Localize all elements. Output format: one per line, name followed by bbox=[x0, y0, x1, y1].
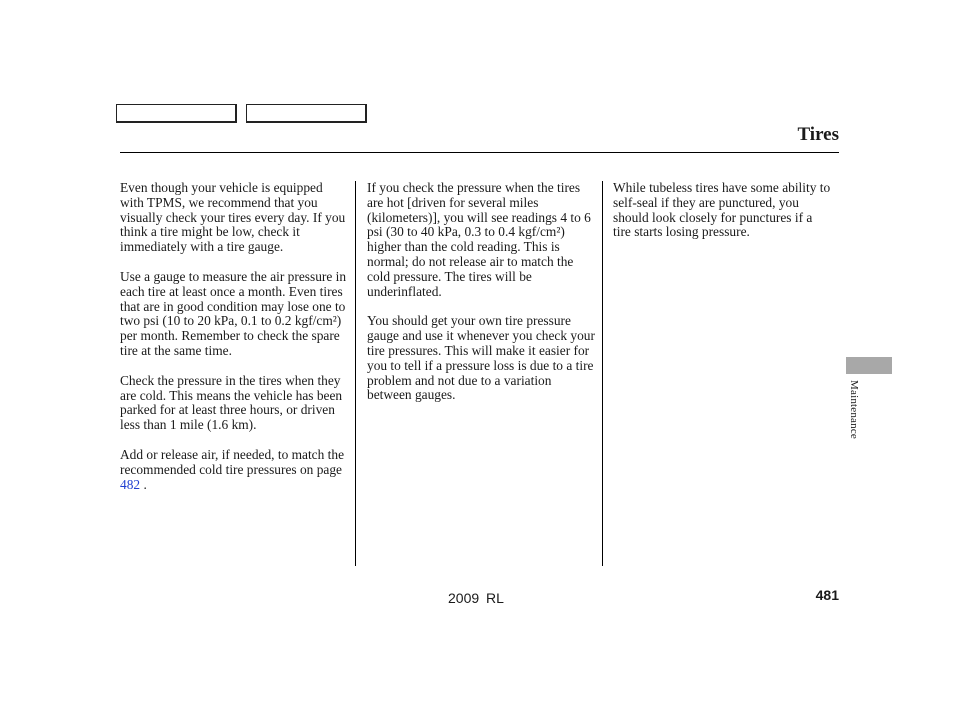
paragraph: While tubeless tires have some ability to self-seal if they are punctured, you should look closely for punctures if a tire starts losing pressure. bbox=[613, 180, 831, 240]
model-label: 2009 RL bbox=[448, 590, 504, 606]
section-label: Maintenance bbox=[848, 380, 860, 440]
paragraph: If you check the pressure when the tires are hot [driven for several miles (kilometers)], you will see readings 4 to 6 psi (30 to 40 kPa, 0.3 to 0.4 kgf/cm²) higher than the cold reading. This is normal; do not release air to match the cold pressure. The tires will be underinflated. bbox=[367, 180, 591, 299]
paragraph bbox=[120, 448, 348, 492]
page-number: 481 bbox=[815, 587, 839, 603]
paragraph: Even though your vehicle is equipped with TPMS, we recommend that you visually check your tires every day. If you think a tire might be low, check it immediately with a tire gauge. bbox=[120, 180, 346, 255]
paragraph-text: Add or release air, if needed, to match the recommended cold tire pressures on page bbox=[120, 446, 345, 477]
nav-next-button[interactable] bbox=[246, 104, 367, 123]
paragraph: Use a gauge to measure the air pressure in each tire at least once a month. Even tires that are in good condition may lose one to two psi (10 to 20 kPa, 0.1 to 0.2 kgf/cm²) per month. Remember to check the spare tire at the same time. bbox=[120, 268, 347, 358]
paragraph-end: . bbox=[143, 476, 147, 492]
paragraph: You should get your own tire pressure gauge and use it whenever you check your tire pressures. This will make it easier for you to tell if a pressure loss is due to a tire problem and not due to a variation between gauges. bbox=[367, 313, 595, 403]
header-rule bbox=[120, 152, 839, 153]
nav-previous-button[interactable] bbox=[116, 104, 237, 123]
column-divider bbox=[602, 181, 603, 566]
page-reference-link[interactable]: 482 bbox=[120, 476, 141, 492]
page-title: Tires bbox=[797, 124, 839, 145]
paragraph: Check the pressure in the tires when they are cold. This means the vehicle has been parked for at least three hours, or driven less than 1 mile (1.6 km). bbox=[120, 372, 343, 433]
section-tab[interactable] bbox=[846, 357, 892, 374]
text-column-3 bbox=[613, 181, 833, 255]
text-column-2 bbox=[367, 181, 595, 418]
text-column-1 bbox=[120, 181, 348, 507]
column-divider bbox=[355, 181, 356, 566]
